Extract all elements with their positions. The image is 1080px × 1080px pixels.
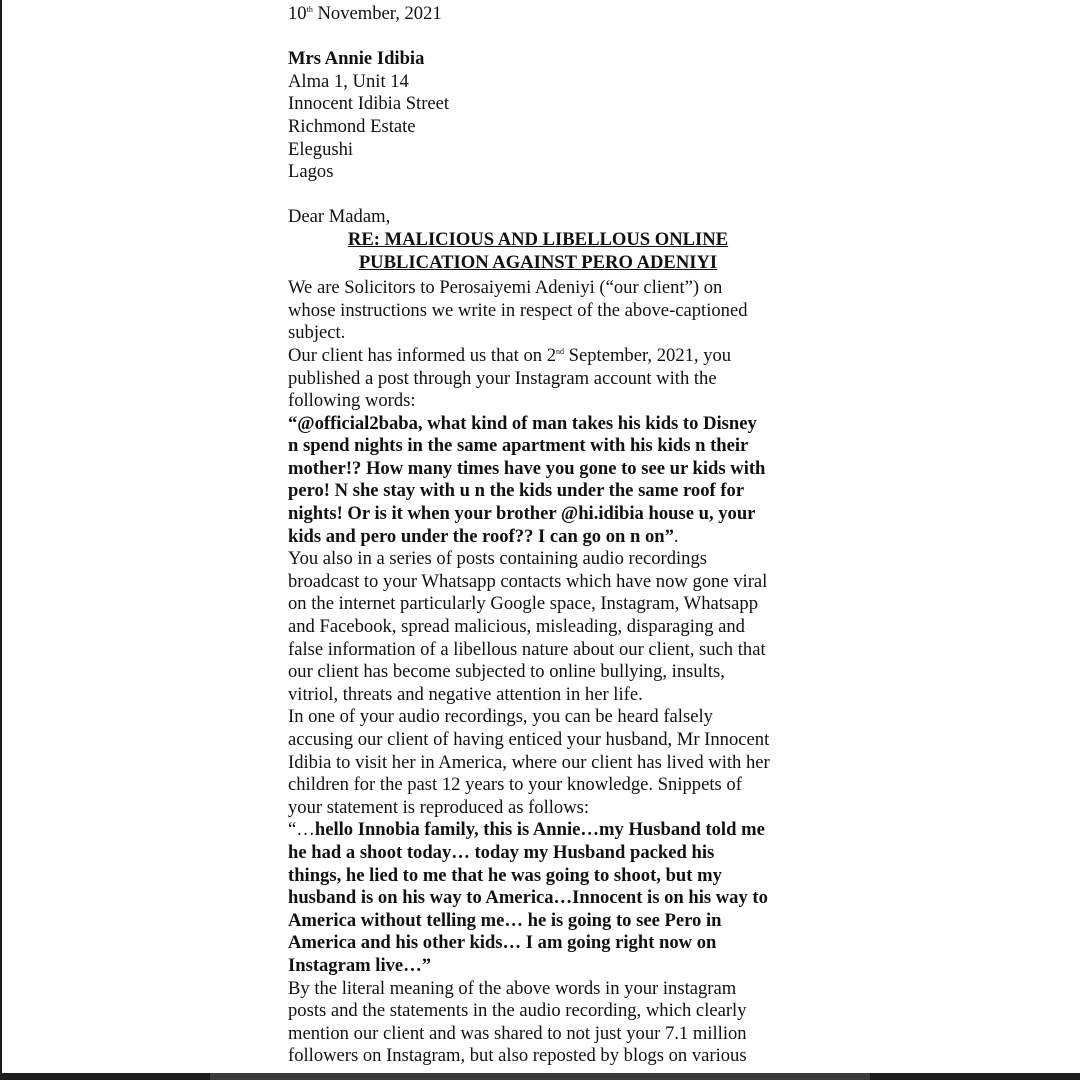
text-line: on the internet particularly Google space, Instagram, Whatsapp (288, 593, 759, 615)
subject-line: RE: MALICIOUS AND LIBELLOUS ONLINE (347, 228, 729, 250)
salutation: Dear Madam, (288, 206, 391, 228)
address-line: Richmond Estate (288, 115, 416, 137)
text-line: our client has become subjected to online bullying, insults, (288, 661, 725, 683)
paragraph-2 (288, 368, 818, 413)
left-border (0, 0, 2, 1080)
quote-line: Instagram live…” (288, 954, 432, 976)
quote-line: he had a shoot today… today my Husband packed his (288, 841, 715, 863)
letter-body (288, 0, 818, 1068)
address-line: Alma 1, Unit 14 (288, 70, 409, 92)
paragraph-4 (288, 706, 818, 819)
quote-instagram-post-last-line: kids and pero under the roof?? I can go on n on”. (288, 525, 679, 547)
quote-audio-recording (288, 842, 818, 978)
text-line: false information of a libellous nature about our client, such that (288, 638, 766, 660)
quote-line: nights! Or is it when your brother @hi.idibia house u, your (288, 503, 756, 525)
text-line: whose instructions we write in respect of the above-captioned (288, 299, 748, 321)
bottom-scroll-bar (0, 1073, 1080, 1080)
text-line: and Facebook, spread malicious, misleading, disparaging and (288, 616, 745, 638)
text-line: your statement is reproduced as follows: (288, 796, 590, 818)
text-line: broadcast to your Whatsapp contacts which have now gone viral (288, 570, 768, 592)
paragraph-2-line-1: Our client has informed us that on 2nd September, 2021, you (288, 344, 732, 366)
text-line: following words: (288, 390, 416, 412)
address-line: Innocent Idibia Street (288, 93, 450, 115)
text-line: vitriol, threats and negative attention in her life. (288, 683, 643, 705)
bottom-scroll-thumb (210, 1073, 870, 1080)
quote-line: things, he lied to me that he was going to shoot, but my (288, 864, 722, 886)
subject-line: PUBLICATION AGAINST PERO ADENIYI (358, 251, 718, 273)
text-line: By the literal meaning of the above words in your instagram (288, 977, 737, 999)
paragraph-3 (288, 548, 818, 706)
recipient-name: Mrs Annie Idibia (288, 48, 425, 70)
quote-line: mother!? How many times have you gone to see ur kids with (288, 457, 766, 479)
quote-line: America without telling me… he is going to see Pero in (288, 909, 722, 931)
text-line: followers on Instagram, but also reposted by blogs on various (288, 1045, 747, 1067)
quote-audio-first-line: “…hello Innobia family, this is Annie…my Husband told me (288, 819, 765, 841)
text-line: Idibia to visit her in America, where our client has lived with her (288, 751, 770, 773)
address-line: Lagos (288, 161, 334, 183)
text-line: posts and the statements in the audio recording, which clearly (288, 1000, 747, 1022)
text-line: You also in a series of posts containing audio recordings (288, 548, 707, 570)
quote-line: America and his other kids… I am going right now on (288, 932, 717, 954)
quote-line: n spend nights in the same apartment with his kids n their (288, 435, 749, 457)
recipient-address (288, 71, 818, 184)
quote-line: pero! N she stay with u n the kids under the same roof for (288, 480, 745, 502)
text-line: children for the past 12 years to your knowledge. Snippets of (288, 774, 742, 796)
quote-instagram-post (288, 413, 818, 526)
quote-line: “@official2baba, what kind of man takes his kids to Disney (288, 412, 757, 434)
paragraph-5 (288, 978, 818, 1068)
text-line: mention our client and was shared to not just your 7.1 million (288, 1022, 747, 1044)
text-line: subject. (288, 322, 346, 344)
letter-date: 10th November, 2021 (288, 3, 442, 24)
text-line: accusing our client of having enticed your husband, Mr Innocent (288, 729, 770, 750)
subject-heading (288, 229, 788, 274)
paragraph-1 (288, 277, 818, 345)
quote-line: husband is on his way to America…Innocent is on his way to (288, 887, 768, 909)
text-line: published a post through your Instagram account with the (288, 367, 717, 389)
text-line: In one of your audio recordings, you can be heard falsely (288, 706, 713, 728)
address-line: Elegushi (288, 138, 354, 160)
text-line: We are Solicitors to Perosaiyemi Adeniyi (“our client”) on (288, 277, 723, 299)
